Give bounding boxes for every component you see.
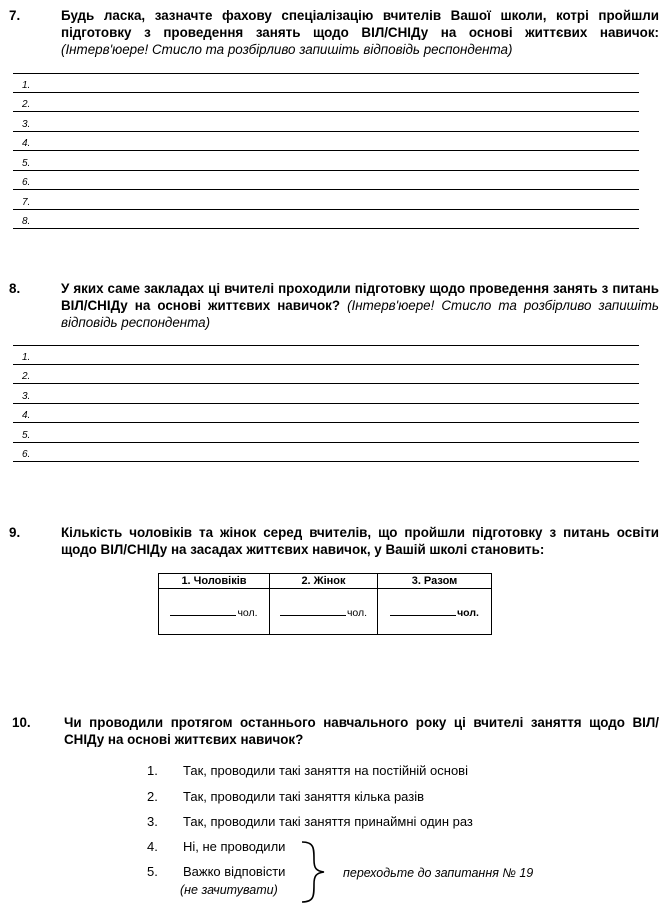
- answer-option-3[interactable]: 3. Так, проводили такі заняття принаймні один раз: [147, 814, 473, 829]
- question-10: [12, 714, 659, 748]
- answer-line[interactable]: 4.: [13, 404, 639, 424]
- answer-line[interactable]: 5.: [13, 151, 639, 171]
- total-count-cell[interactable]: [378, 589, 492, 635]
- answer-line[interactable]: 2.: [13, 365, 639, 385]
- curly-brace-icon: [300, 840, 330, 904]
- header-total: 3. Разом: [378, 574, 492, 589]
- question-7-hint: (Інтерв'юере! Стисло та розбірливо запишіть відповідь респондента): [61, 42, 513, 57]
- option-5-note: (не зачитувати): [180, 883, 278, 897]
- answer-line[interactable]: 6.: [13, 171, 639, 191]
- answer-line[interactable]: 3.: [13, 112, 639, 132]
- question-9: [9, 524, 659, 558]
- question-7-text: Будь ласка, зазначте фахову спеціалізацію вчителів Вашої школи, котрі пройшли підготовку з проведення занять щодо ВІЛ/СНІДу на основі життєвих навичок:: [61, 8, 659, 40]
- answer-option-2[interactable]: 2. Так, проводили такі заняття кілька разів: [147, 789, 425, 804]
- answer-line[interactable]: 4.: [13, 132, 639, 152]
- answer-option-1[interactable]: 1. Так, проводили такі заняття на постійній основі: [147, 763, 468, 778]
- question-7: [9, 7, 659, 58]
- header-men: 1. Чоловіків: [159, 574, 270, 589]
- question-8-number: 8.: [9, 281, 21, 296]
- fill-blank[interactable]: [280, 605, 346, 616]
- question-8-text: У яких саме закладах ці вчителі проходили підготовку щодо проведення занять з питань ВІЛ/СНІДу на основі життєвих навичок?: [61, 281, 659, 313]
- unit-label: чол.: [237, 606, 258, 619]
- answer-option-5[interactable]: 5. Важко відповісти: [147, 864, 286, 879]
- answer-line[interactable]: 1.: [13, 73, 639, 93]
- teacher-count-table: [158, 573, 492, 635]
- question-8: [9, 280, 659, 331]
- men-count-cell[interactable]: [159, 589, 270, 635]
- skip-instruction: переходьте до запитання № 19: [343, 866, 534, 880]
- answer-line[interactable]: 3.: [13, 384, 639, 404]
- question-7-answer-lines: [13, 73, 639, 229]
- answer-line[interactable]: 2.: [13, 93, 639, 113]
- question-9-text: Кількість чоловіків та жінок серед вчителів, що пройшли підготовку з питань освіти щодо ВІЛ/СНІДу на засадах життєвих навичок, у Вашій школі становить:: [61, 525, 659, 557]
- answer-line[interactable]: 8.: [13, 210, 639, 230]
- header-women: 2. Жінок: [270, 574, 378, 589]
- question-10-text: Чи проводили протягом останнього навчального року ці вчителі заняття щодо ВІЛ/СНІДу на основі життєвих навичок?: [64, 715, 659, 747]
- question-9-number: 9.: [9, 525, 21, 540]
- answer-line[interactable]: 7.: [13, 190, 639, 210]
- answer-line[interactable]: 1.: [13, 345, 639, 365]
- fill-blank[interactable]: [170, 605, 236, 616]
- answer-option-4[interactable]: 4. Ні, не проводили: [147, 839, 286, 854]
- answer-line[interactable]: 6.: [13, 443, 639, 463]
- fill-blank[interactable]: [390, 605, 456, 616]
- women-count-cell[interactable]: [270, 589, 378, 635]
- question-10-number: 10.: [12, 715, 31, 730]
- question-8-answer-lines: [13, 345, 639, 462]
- question-7-number: 7.: [9, 8, 21, 23]
- unit-label: чол.: [457, 606, 479, 619]
- unit-label: чол.: [346, 606, 368, 619]
- answer-line[interactable]: 5.: [13, 423, 639, 443]
- question-8-hint: (Інтерв'юере! Стисло та розбірливо запишіть відповідь респондента): [61, 298, 659, 330]
